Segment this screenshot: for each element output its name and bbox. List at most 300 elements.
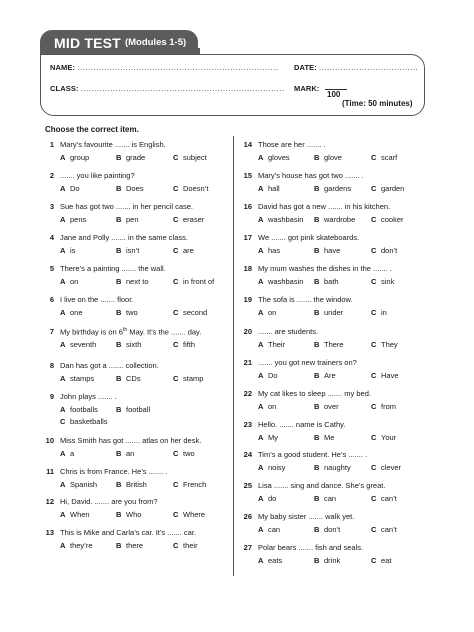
option-text: scarf [381,153,398,162]
question-text: John plays ....... . [60,392,117,401]
option-letter: C [371,525,377,534]
option-text: from [381,402,396,411]
option-letter: C [173,541,179,550]
option-letter: C [173,184,179,193]
option-text: naughty [324,463,351,472]
option-a[interactable] [60,246,75,255]
question-text: Dan has got a ....... collection. [60,361,159,370]
option-letter: A [60,184,66,193]
option-text: Who [126,510,142,519]
option-text: group [70,153,90,162]
mark-field[interactable] [294,84,320,93]
option-letter: B [314,184,320,193]
option-letter: A [60,308,66,317]
option-text: Spanish [70,480,98,489]
option-text: Do [268,371,278,380]
question-number: 14 [243,140,252,149]
option-text: stamp [183,374,204,383]
question-number: 23 [243,420,252,429]
option-text: basketballs [70,417,108,426]
option-text: hall [268,184,280,193]
option-text: fifth [183,340,196,349]
option-letter: A [258,371,264,380]
option-a[interactable] [60,510,90,519]
option-text: British [126,480,147,489]
question-text: Sue has got two ....... in her pencil case. [60,202,193,211]
question-2 [40,171,230,201]
name-dots: ........................................................................... [77,63,279,72]
question-1 [40,140,230,170]
option-b[interactable] [314,246,340,255]
option-letter: C [371,246,377,255]
question-text: ....... you got new trainers on? [258,358,357,367]
question-25 [238,481,428,511]
option-letter: B [116,308,122,317]
question-text: Jane and Polly ....... in the same class. [60,233,188,242]
option-text: eat [381,556,392,565]
option-text: two [183,449,195,458]
option-letter: A [258,463,264,472]
question-number: 8 [49,361,54,370]
question-11 [40,467,230,497]
option-letter: B [314,340,320,349]
option-text: French [183,480,207,489]
option-c[interactable] [371,153,397,162]
option-b[interactable] [116,184,144,193]
option-text: their [183,541,198,550]
option-text: have [324,246,341,255]
option-text: grade [126,153,146,162]
question-6 [40,295,230,325]
option-text: bath [324,277,339,286]
option-text: footballs [70,405,98,414]
option-letter: B [116,340,122,349]
option-text: There [324,340,344,349]
question-21 [238,358,428,388]
option-letter: C [371,340,377,349]
option-letter: B [116,449,122,458]
option-text: drink [324,556,341,565]
question-8 [40,361,230,391]
option-letter: C [173,449,179,458]
option-letter: C [173,480,179,489]
option-text: do [268,494,277,503]
option-a[interactable] [258,277,303,286]
option-letter: B [116,480,122,489]
question-number: 27 [243,543,252,552]
question-text: I live on the ....... floor. [60,295,134,304]
question-text: Lisa ....... sing and dance. She’s great. [258,481,386,490]
question-number: 10 [45,436,54,445]
option-a[interactable] [60,541,93,550]
option-a[interactable] [258,153,290,162]
option-c[interactable] [173,480,206,489]
question-number: 25 [243,481,252,490]
question-text: The sofa is ....... the window. [258,295,353,304]
option-text: eraser [183,215,205,224]
option-letter: A [258,184,264,193]
option-a[interactable] [258,246,280,255]
total-score: 100 [327,90,341,99]
question-text: Hi, David. ....... are you from? [60,497,158,506]
option-text: there [126,541,144,550]
option-a[interactable] [60,449,74,458]
question-number: 7 [49,327,54,336]
option-a[interactable] [258,184,280,193]
question-text: Tim’s a good student. He’s ....... . [258,450,368,459]
option-letter: B [314,402,320,411]
class-label: CLASS: [50,84,79,93]
option-letter: A [60,541,66,550]
option-letter: B [116,541,122,550]
option-c[interactable] [173,277,214,286]
option-c[interactable] [371,340,398,349]
option-b[interactable] [116,153,145,162]
question-number: 19 [243,295,252,304]
option-letter: C [371,556,377,565]
option-text: cooker [381,215,404,224]
option-c[interactable] [371,277,394,286]
question-text: Mary’s house has got two ....... . [258,171,364,180]
question-number: 9 [49,392,54,401]
option-b[interactable] [116,449,134,458]
question-number: 6 [49,295,54,304]
question-27 [238,543,428,573]
option-b[interactable] [116,340,141,349]
question-text: This is Mike and Carla’s car. It’s ....... car. [60,528,197,537]
option-b[interactable] [314,525,340,534]
option-text: They [381,340,398,349]
option-c[interactable] [173,308,207,317]
question-10 [40,436,230,466]
option-letter: B [314,246,320,255]
option-letter: C [371,463,377,472]
option-c[interactable] [173,153,207,162]
option-text: are [183,246,194,255]
page-title: MID TEST [54,34,121,51]
option-text: washbasin [268,215,304,224]
option-c[interactable] [371,525,397,534]
question-19 [238,295,428,325]
option-letter: A [60,215,66,224]
option-a[interactable] [258,371,278,380]
option-c[interactable] [371,184,404,193]
option-b[interactable] [314,340,344,349]
option-text: pen [126,215,139,224]
question-number: 5 [49,264,54,273]
question-number: 16 [243,202,252,211]
option-letter: B [116,374,122,383]
option-letter: A [258,402,264,411]
option-text: can’t [381,525,397,534]
option-a[interactable] [258,525,280,534]
option-letter: C [173,510,179,519]
option-letter: A [258,308,264,317]
option-text: a [70,449,75,458]
question-number: 13 [45,528,54,537]
option-letter: B [116,510,122,519]
option-c[interactable] [173,510,205,519]
option-letter: C [371,277,377,286]
question-number: 2 [49,171,54,180]
option-a[interactable] [258,494,276,503]
option-letter: C [371,371,377,380]
option-a[interactable] [60,405,98,414]
option-a[interactable] [60,308,83,317]
option-c[interactable] [173,215,204,224]
option-text: one [70,308,83,317]
option-b[interactable] [116,480,147,489]
option-b[interactable] [314,402,339,411]
option-text: second [183,308,208,317]
option-text: in front of [183,277,215,286]
question-number: 20 [243,327,252,336]
option-letter: A [258,433,264,442]
option-b[interactable] [314,184,351,193]
option-text: two [126,308,138,317]
class-field[interactable] [50,84,285,93]
question-text: We ....... got pink skateboards. [258,233,360,242]
question-text: There’s a painting ....... the wall. [60,264,166,273]
option-text: washbasin [268,277,304,286]
question-5 [40,264,230,294]
option-text: don’t [381,246,398,255]
option-text: glove [324,153,342,162]
option-b[interactable] [314,494,336,503]
option-c[interactable] [371,402,396,411]
question-16 [238,202,428,232]
option-a[interactable] [60,277,78,286]
option-letter: C [371,494,377,503]
question-number: 11 [46,467,54,476]
option-text: gardens [324,184,352,193]
option-text: noisy [268,463,286,472]
option-letter: C [371,153,377,162]
option-c[interactable] [371,556,391,565]
option-letter: A [60,405,66,414]
option-text: on [268,308,277,317]
option-text: My [268,433,278,442]
option-letter: B [116,215,122,224]
question-13 [40,528,230,558]
option-a[interactable] [60,153,89,162]
option-letter: C [173,246,179,255]
option-text: is [70,246,76,255]
instruction: Choose the correct item. [45,125,139,134]
question-text: Those are her ....... . [258,140,326,149]
question-text: ....... you like painting? [60,171,135,180]
option-b[interactable] [314,463,351,472]
option-text: can [268,525,281,534]
option-letter: B [116,184,122,193]
option-text: can’t [381,494,397,503]
option-b[interactable] [314,433,334,442]
option-b[interactable] [314,215,355,224]
option-text: don’t [324,525,341,534]
option-letter: B [314,433,320,442]
option-b[interactable] [116,405,150,414]
question-number: 12 [45,497,54,506]
page-subtitle: (Modules 1-5) [124,37,187,48]
option-letter: C [60,417,66,426]
option-a[interactable] [258,215,303,224]
option-c[interactable] [173,184,208,193]
option-text: has [268,246,281,255]
question-number: 4 [49,233,54,242]
option-letter: B [314,463,320,472]
option-text: next to [126,277,149,286]
option-letter: A [60,480,66,489]
option-text: Your [381,433,397,442]
option-c[interactable] [371,246,397,255]
option-letter: C [371,184,377,193]
option-letter: C [371,308,377,317]
option-letter: A [258,246,264,255]
option-a[interactable] [258,402,276,411]
option-letter: A [60,449,66,458]
option-b[interactable] [116,510,141,519]
option-letter: B [314,277,320,286]
option-letter: C [173,340,179,349]
option-letter: A [60,374,66,383]
option-text: in [381,308,387,317]
option-letter: A [258,494,264,503]
option-a[interactable] [60,215,86,224]
option-a[interactable] [258,340,285,349]
option-c[interactable] [173,374,203,383]
option-c[interactable] [371,494,397,503]
date-label: DATE: [294,63,317,72]
option-letter: B [314,525,320,534]
option-a[interactable] [258,556,282,565]
option-letter: A [258,277,264,286]
option-letter: B [314,494,320,503]
option-text: Doesn’t [183,184,209,193]
option-text: seventh [70,340,97,349]
question-text: My birthday is on 6th May. It’s the ....... day. [60,327,202,337]
option-c[interactable] [173,541,198,550]
option-a[interactable] [60,480,97,489]
option-text: football [126,405,151,414]
option-letter: A [60,340,66,349]
option-text: under [324,308,344,317]
option-b[interactable] [314,371,336,380]
option-b[interactable] [116,277,149,286]
option-c[interactable] [60,417,108,426]
question-24 [238,450,428,480]
option-letter: A [60,277,66,286]
option-a[interactable] [60,374,94,383]
option-letter: C [371,215,377,224]
option-a[interactable] [258,433,278,442]
option-text: wardrobe [324,215,356,224]
question-22 [238,389,428,419]
option-text: Where [183,510,206,519]
option-b[interactable] [116,215,139,224]
option-c[interactable] [173,340,195,349]
option-letter: A [258,215,264,224]
question-3 [40,202,230,232]
option-b[interactable] [314,153,342,162]
option-letter: A [60,153,66,162]
option-text: Does [126,184,144,193]
option-c[interactable] [173,449,195,458]
question-number: 22 [243,389,252,398]
option-text: on [268,402,277,411]
question-text: My cat likes to sleep ....... my bed. [258,389,371,398]
question-number: 15 [243,171,252,180]
option-c[interactable] [371,463,401,472]
question-text: Mary’s favourite ....... is English. [60,140,166,149]
option-b[interactable] [314,308,343,317]
option-text: on [70,277,79,286]
question-15 [238,171,428,201]
title-tab [40,30,198,55]
option-b[interactable] [116,308,138,317]
option-letter: C [173,277,179,286]
option-c[interactable] [371,371,399,380]
option-b[interactable] [116,374,141,383]
option-letter: C [371,402,377,411]
question-4 [40,233,230,263]
option-letter: C [371,433,377,442]
option-b[interactable] [116,541,143,550]
option-b[interactable] [116,246,139,255]
question-number: 26 [243,512,252,521]
question-9 [40,392,230,426]
option-letter: B [116,277,122,286]
option-a[interactable] [60,340,96,349]
question-number: 21 [243,358,252,367]
option-a[interactable] [258,463,286,472]
option-text: an [126,449,135,458]
date-field[interactable] [294,63,418,72]
option-text: Me [324,433,335,442]
mark-label: MARK: [294,84,320,93]
question-text: Polar bears ....... fish and seals. [258,543,364,552]
option-c[interactable] [371,308,387,317]
option-text: Have [381,371,399,380]
question-text: Miss Smith has got ....... atlas on her desk. [60,436,202,445]
option-c[interactable] [173,246,194,255]
time-note: (Time: 50 minutes) [342,99,413,108]
option-a[interactable] [258,308,276,317]
option-letter: B [314,153,320,162]
question-text: Chris is from France. He’s ....... . [60,467,168,476]
option-text: garden [381,184,405,193]
option-text: When [70,510,90,519]
option-text: Do [70,184,80,193]
option-text: Are [324,371,336,380]
option-letter: A [60,246,66,255]
option-text: they’re [70,541,93,550]
question-number: 1 [49,140,54,149]
class-dots: ............................................................................ [80,84,285,93]
option-c[interactable] [371,433,396,442]
name-field[interactable] [50,63,279,72]
option-b[interactable] [314,556,340,565]
option-text: stamps [70,374,95,383]
option-c[interactable] [371,215,404,224]
option-a[interactable] [60,184,80,193]
date-dots: ..................................... [319,63,419,72]
option-letter: A [258,153,264,162]
question-number: 18 [243,264,252,273]
option-b[interactable] [314,277,339,286]
question-number: 24 [243,450,252,459]
option-letter: A [258,340,264,349]
option-text: gloves [268,153,290,162]
